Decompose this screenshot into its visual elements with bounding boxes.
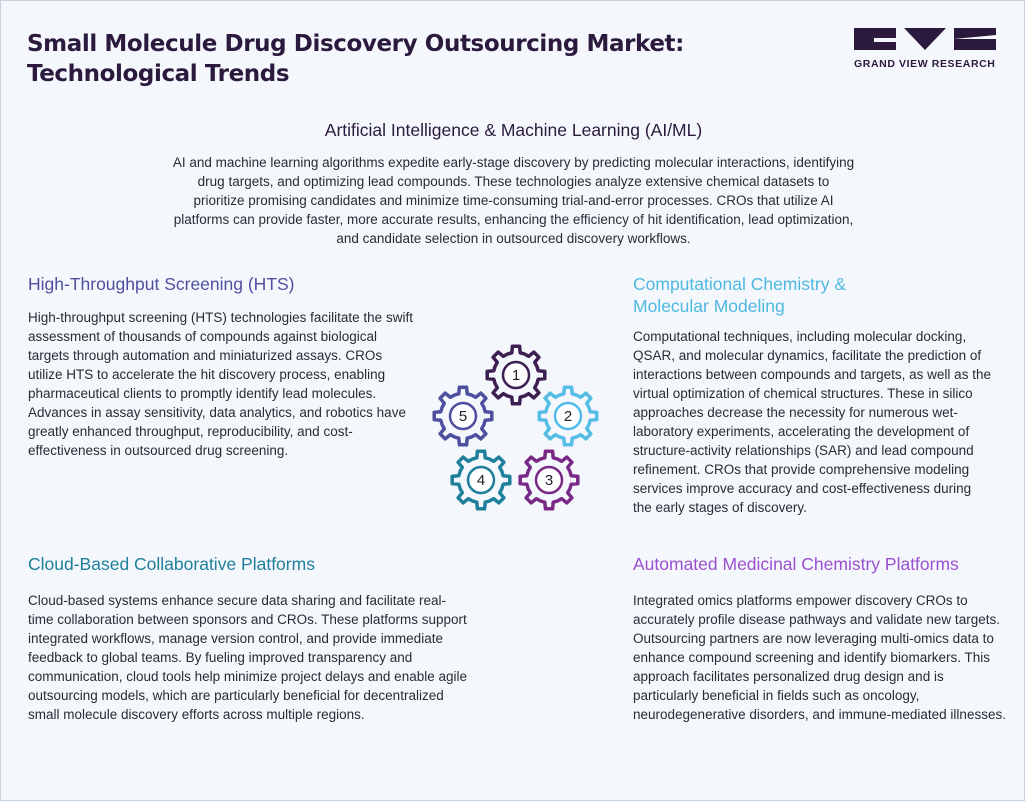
gear-4-icon [452, 451, 510, 509]
logo-text: GRAND VIEW RESEARCH [854, 58, 996, 70]
gear-1-label: 1 [511, 367, 521, 384]
automated-chemistry-body: Integrated omics platforms empower discovery CROs to accurately profile disease pathways and validate new targets. Outsourcing partners are now leveraging multi-omics data to enhance compound screening and identify biomarkers. This approach facilitates personalized drug design and is particularly beneficial in fields such as oncology, neurodegenerative disorders, and immune-mediated illnesses. [633, 593, 1006, 722]
computational-chemistry-title-line1: Computational Chemistry & [633, 274, 846, 294]
computational-chemistry-body: Computational techniques, including molecular docking, QSAR, and molecular dynamics, facilitate the prediction of interactions between compounds and targets, as well as the virtual optimization of chemical structures. These in silico approaches decrease the necessity for numerous wet-laboratory experiments, accelerating the development of structure-activity relationships (SAR) and lead compound refinement. CROs that provide comprehensive modeling services improve accuracy and cost-effectiveness during the early stages of discovery. [633, 329, 991, 515]
automated-chemistry-title: Automated Medicinal Chemistry Platforms [633, 554, 959, 574]
gear-3-icon [520, 451, 578, 509]
gear-5-icon [434, 387, 492, 445]
gear-3-label: 3 [544, 472, 554, 489]
page-title-line2: Technological Trends [27, 61, 290, 87]
gear-1-icon [487, 346, 545, 404]
gear-5-label: 5 [458, 408, 468, 425]
page-title-line1: Small Molecule Drug Discovery Outsourcing Market: [27, 31, 684, 57]
ai-ml-body: AI and machine learning algorithms expedite early-stage discovery by predicting molecular interactions, identifying drug targets, and optimizing lead compounds. These technologies analyze extensive chemical datasets to prioritize promising candidates and minimize time-consuming trial-and-error processes. CROs that utilize AI platforms can provide faster, more accurate results, enhancing the efficiency of hit identification, lead optimization, and candidate selection in outsourced discovery workflows. [172, 155, 855, 246]
cloud-platforms-title: Cloud-Based Collaborative Platforms [28, 554, 315, 574]
gear-4-label: 4 [476, 472, 486, 489]
computational-chemistry-title-line2: Molecular Modeling [633, 296, 785, 316]
hts-title: High-Throughput Screening (HTS) [28, 274, 295, 294]
gear-2-icon [539, 387, 597, 445]
hts-body: High-throughput screening (HTS) technologies facilitate the swift assessment of thousands of compounds against biological targets through automation and miniaturized assays. CROs utilize HTS to accelerate the hit discovery process, enabling pharmaceutical clients to promptly identify lead molecules. Advances in assay sensitivity, data analytics, and robotics have greatly enhanced throughput, reproducibility, and cost-effectiveness in outsourced drug screening. [28, 310, 413, 458]
ai-ml-title: Artificial Intelligence & Machine Learning (AI/ML) [324, 120, 703, 140]
gears-graphic [1, 1, 1025, 802]
cloud-platforms-body: Cloud-based systems enhance secure data sharing and facilitate real-time collaboration between sponsors and CROs. These platforms support integrated workflows, manage version control, and provide immediate feedback to global teams. By fueling improved transparency and communication, cloud tools help minimize project delays and enable agile outsourcing models, which are particularly beneficial for decentralized small molecule discovery efforts across multiple regions. [28, 593, 467, 722]
gear-2-label: 2 [563, 408, 573, 425]
